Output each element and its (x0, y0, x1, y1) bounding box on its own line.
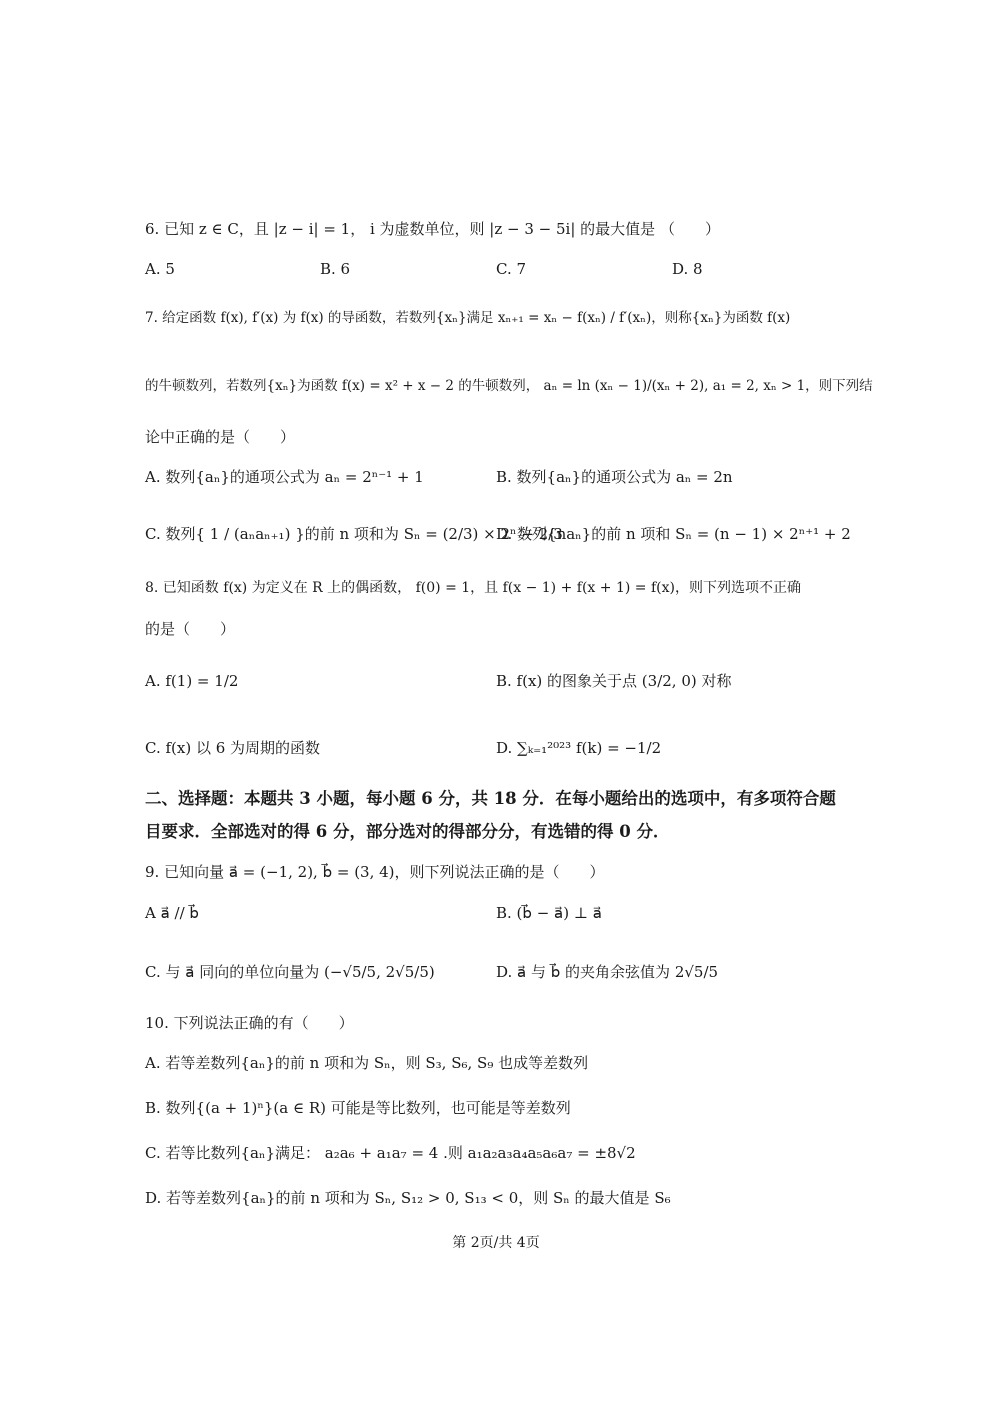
q8-option-a: A. f(1) = 1/2 (145, 672, 239, 690)
q8-option-c: C. f(x) 以 6 为周期的函数 (145, 739, 321, 757)
q6-option-d: D. 8 (672, 260, 703, 278)
q9-option-a: A a⃗ // b⃗ (145, 904, 199, 922)
section2-heading-line1: 二、选择题：本题共 3 小题，每小题 6 分，共 18 分．在每小题给出的选项中，有多项符合题 (145, 789, 836, 808)
q10-option-a: A. 若等差数列{aₙ}的前 n 项和为 Sₙ，则 S₃, S₆, S₉ 也成等差数列 (145, 1054, 589, 1072)
q7-option-a: A. 数列{aₙ}的通项公式为 aₙ = 2ⁿ⁻¹ + 1 (145, 468, 424, 486)
q7-option-c: C. 数列{ 1 / (aₙaₙ₊₁) }的前 n 项和为 Sₙ = (2/3) × 2ⁿ − 2/3 (145, 525, 563, 543)
q7-option-d: D. 数列{naₙ}的前 n 项和 Sₙ = (n − 1) × 2ⁿ⁺¹ + 2 (496, 525, 851, 543)
q8-option-d: D. ∑ₖ₌₁²⁰²³ f(k) = −1/2 (496, 739, 662, 757)
q6-option-b: B. 6 (320, 260, 351, 278)
q7-stem-line3: 论中正确的是（ ） (145, 428, 296, 446)
q9-option-d: D. a⃗ 与 b⃗ 的夹角余弦值为 2√5/5 (496, 963, 719, 981)
q9-stem: 9. 已知向量 a⃗ = (−1, 2), b⃗ = (3, 4)，则下列说法正确的是（ ） (145, 863, 605, 881)
q8-stem-line2: 的是（ ） (145, 620, 236, 638)
q10-option-b: B. 数列{(a + 1)ⁿ}(a ∈ R) 可能是等比数列，也可能是等差数列 (145, 1099, 571, 1117)
section2-heading-line2: 目要求．全部选对的得 6 分，部分选对的得部分分，有选错的得 0 分． (145, 822, 670, 841)
q7-stem-line1: 7. 给定函数 f(x), f′(x) 为 f(x) 的导函数，若数列{xₙ}满足 xₙ₊₁ = xₙ − f(xₙ) / f′(xₙ)，则称{xₙ}为函数 f(x) (145, 310, 791, 326)
q10-option-d: D. 若等差数列{aₙ}的前 n 项和为 Sₙ, S₁₂ > 0, S₁₃ < 0，则 Sₙ 的最大值是 S₆ (145, 1189, 671, 1207)
q10-option-c: C. 若等比数列{aₙ}满足： a₂a₆ + a₁a₇ = 4 .则 a₁a₂a₃a₄a₅a₆a₇ = ±8√2 (145, 1144, 636, 1162)
q6-stem: 6. 已知 z ∈ C，且 |z − i| = 1， i 为虚数单位，则 |z − 3 − 5i| 的最大值是 （ ） (145, 220, 720, 238)
q6-option-a: A. 5 (145, 260, 175, 278)
q8-option-b: B. f(x) 的图象关于点 (3/2, 0) 对称 (496, 672, 732, 690)
q8-stem-line1: 8. 已知函数 f(x) 为定义在 R 上的偶函数， f(0) = 1，且 f(x − 1) + f(x + 1) = f(x)，则下列选项不正确 (145, 580, 801, 596)
page-footer: 第 2页/共 4页 (452, 1235, 540, 1251)
q9-option-b: B. (b⃗ − a⃗) ⊥ a⃗ (496, 904, 602, 922)
q7-option-b: B. 数列{aₙ}的通项公式为 aₙ = 2n (496, 468, 733, 486)
q10-stem: 10. 下列说法正确的有（ ） (145, 1014, 354, 1032)
q6-option-c: C. 7 (496, 260, 527, 278)
q9-option-c: C. 与 a⃗ 同向的单位向量为 (−√5/5, 2√5/5) (145, 963, 435, 981)
q7-stem-line2: 的牛顿数列，若数列{xₙ}为函数 f(x) = x² + x − 2 的牛顿数列， aₙ = ln (xₙ − 1)/(xₙ + 2), a₁ = 2, xₙ > 1，则下列结 (145, 378, 873, 394)
